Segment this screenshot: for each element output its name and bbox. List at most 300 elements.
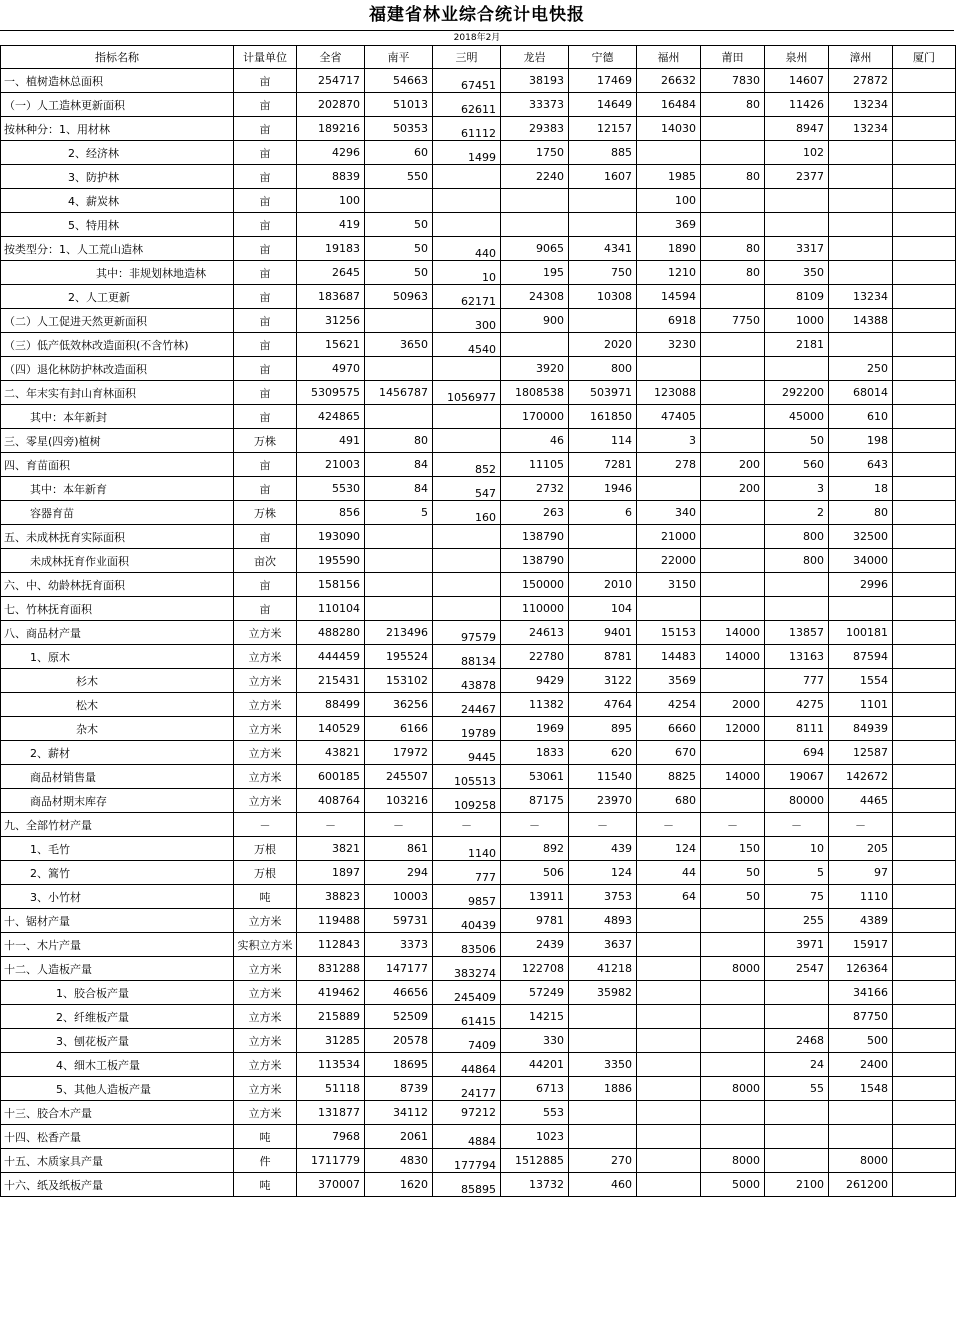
column-header[interactable]: 宁德: [569, 46, 637, 69]
data-cell[interactable]: [893, 453, 956, 477]
data-cell[interactable]: 2400: [829, 1053, 893, 1077]
data-cell[interactable]: 3230: [637, 333, 701, 357]
data-cell[interactable]: 488280: [297, 621, 365, 645]
data-cell[interactable]: 1101: [829, 693, 893, 717]
data-cell[interactable]: [893, 381, 956, 405]
data-cell[interactable]: [765, 1005, 829, 1029]
data-cell[interactable]: 119488: [297, 909, 365, 933]
data-cell[interactable]: 47405: [637, 405, 701, 429]
data-cell[interactable]: 900: [501, 309, 569, 333]
unit-cell[interactable]: 亩: [234, 333, 297, 357]
data-cell[interactable]: 800: [765, 525, 829, 549]
data-cell[interactable]: 10308: [569, 285, 637, 309]
data-cell[interactable]: 17469: [569, 69, 637, 93]
row-label[interactable]: 商品材期末库存: [1, 789, 234, 813]
data-cell[interactable]: 777: [433, 861, 501, 885]
data-cell[interactable]: 408764: [297, 789, 365, 813]
unit-cell[interactable]: 亩: [234, 189, 297, 213]
data-cell[interactable]: －: [829, 813, 893, 837]
data-cell[interactable]: 21000: [637, 525, 701, 549]
data-cell[interactable]: 1886: [569, 1077, 637, 1101]
row-label[interactable]: 十、锯材产量: [1, 909, 234, 933]
unit-cell[interactable]: 立方米: [234, 765, 297, 789]
data-cell[interactable]: 3753: [569, 885, 637, 909]
data-cell[interactable]: 43821: [297, 741, 365, 765]
data-cell[interactable]: 84939: [829, 717, 893, 741]
data-cell[interactable]: [637, 1005, 701, 1029]
row-label[interactable]: 4、细木工板产量: [1, 1053, 234, 1077]
data-cell[interactable]: [893, 573, 956, 597]
data-cell[interactable]: 1711779: [297, 1149, 365, 1173]
data-cell[interactable]: 104: [569, 597, 637, 621]
data-cell[interactable]: 22000: [637, 549, 701, 573]
data-cell[interactable]: －: [637, 813, 701, 837]
data-cell[interactable]: 34112: [365, 1101, 433, 1125]
data-cell[interactable]: 97212: [433, 1101, 501, 1125]
data-cell[interactable]: [637, 957, 701, 981]
data-cell[interactable]: 620: [569, 741, 637, 765]
unit-cell[interactable]: 亩: [234, 453, 297, 477]
data-cell[interactable]: [893, 1149, 956, 1173]
data-cell[interactable]: 547: [433, 477, 501, 501]
data-cell[interactable]: 12157: [569, 117, 637, 141]
data-cell[interactable]: 13234: [829, 285, 893, 309]
row-label[interactable]: 二、年末实有封山育林面积: [1, 381, 234, 405]
row-label[interactable]: 2、薪材: [1, 741, 234, 765]
data-cell[interactable]: 7968: [297, 1125, 365, 1149]
data-cell[interactable]: 8000: [701, 1149, 765, 1173]
data-cell[interactable]: 150000: [501, 573, 569, 597]
data-cell[interactable]: [701, 213, 765, 237]
data-cell[interactable]: [701, 1005, 765, 1029]
row-label[interactable]: 2、纤维板产量: [1, 1005, 234, 1029]
data-cell[interactable]: 13163: [765, 645, 829, 669]
data-cell[interactable]: 110104: [297, 597, 365, 621]
data-cell[interactable]: 600185: [297, 765, 365, 789]
data-cell[interactable]: 55: [765, 1077, 829, 1101]
data-cell[interactable]: －: [501, 813, 569, 837]
data-cell[interactable]: [893, 933, 956, 957]
unit-cell[interactable]: －: [234, 813, 297, 837]
data-cell[interactable]: 200: [701, 453, 765, 477]
data-cell[interactable]: 88134: [433, 645, 501, 669]
data-cell[interactable]: 87594: [829, 645, 893, 669]
data-cell[interactable]: 83506: [433, 933, 501, 957]
data-cell[interactable]: 500: [829, 1029, 893, 1053]
data-cell[interactable]: [637, 1053, 701, 1077]
data-cell[interactable]: [893, 741, 956, 765]
data-cell[interactable]: [569, 1029, 637, 1053]
data-cell[interactable]: 109258: [433, 789, 501, 813]
data-cell[interactable]: 263: [501, 501, 569, 525]
data-cell[interactable]: 3350: [569, 1053, 637, 1077]
data-cell[interactable]: 11540: [569, 765, 637, 789]
data-cell[interactable]: [829, 165, 893, 189]
data-cell[interactable]: 856: [297, 501, 365, 525]
data-cell[interactable]: 32500: [829, 525, 893, 549]
data-cell[interactable]: 124: [637, 837, 701, 861]
data-cell[interactable]: 38193: [501, 69, 569, 93]
data-cell[interactable]: 1000: [765, 309, 829, 333]
column-header[interactable]: 指标名称: [1, 46, 234, 69]
data-cell[interactable]: 13857: [765, 621, 829, 645]
unit-cell[interactable]: 立方米: [234, 1053, 297, 1077]
data-cell[interactable]: 4275: [765, 693, 829, 717]
data-cell[interactable]: 50: [365, 261, 433, 285]
data-cell[interactable]: 50353: [365, 117, 433, 141]
data-cell[interactable]: [501, 213, 569, 237]
data-cell[interactable]: [701, 1053, 765, 1077]
data-cell[interactable]: 14000: [701, 621, 765, 645]
data-cell[interactable]: 3317: [765, 237, 829, 261]
column-header[interactable]: 三明: [433, 46, 501, 69]
data-cell[interactable]: 503971: [569, 381, 637, 405]
data-cell[interactable]: [893, 141, 956, 165]
row-label[interactable]: 九、全部竹材产量: [1, 813, 234, 837]
data-cell[interactable]: 9445: [433, 741, 501, 765]
data-cell[interactable]: 5000: [701, 1173, 765, 1197]
data-cell[interactable]: [893, 813, 956, 837]
data-cell[interactable]: 2547: [765, 957, 829, 981]
data-cell[interactable]: [433, 405, 501, 429]
data-cell[interactable]: [569, 309, 637, 333]
data-cell[interactable]: [433, 213, 501, 237]
data-cell[interactable]: [765, 597, 829, 621]
data-cell[interactable]: 11105: [501, 453, 569, 477]
data-cell[interactable]: 215889: [297, 1005, 365, 1029]
data-cell[interactable]: 50: [701, 885, 765, 909]
data-cell[interactable]: [701, 333, 765, 357]
data-cell[interactable]: 200: [701, 477, 765, 501]
data-cell[interactable]: 13732: [501, 1173, 569, 1197]
data-cell[interactable]: 147177: [365, 957, 433, 981]
data-cell[interactable]: [637, 933, 701, 957]
data-cell[interactable]: 506: [501, 861, 569, 885]
data-cell[interactable]: 1897: [297, 861, 365, 885]
data-cell[interactable]: 20578: [365, 1029, 433, 1053]
data-cell[interactable]: 8111: [765, 717, 829, 741]
data-cell[interactable]: 22780: [501, 645, 569, 669]
data-cell[interactable]: [829, 333, 893, 357]
data-cell[interactable]: [365, 189, 433, 213]
data-cell[interactable]: 50: [765, 429, 829, 453]
data-cell[interactable]: 14649: [569, 93, 637, 117]
data-cell[interactable]: 80: [365, 429, 433, 453]
data-cell[interactable]: 294: [365, 861, 433, 885]
data-cell[interactable]: 340: [637, 501, 701, 525]
data-cell[interactable]: 383274: [433, 957, 501, 981]
data-cell[interactable]: 777: [765, 669, 829, 693]
data-cell[interactable]: [701, 1029, 765, 1053]
unit-cell[interactable]: 亩: [234, 117, 297, 141]
data-cell[interactable]: 9401: [569, 621, 637, 645]
data-cell[interactable]: [701, 573, 765, 597]
data-cell[interactable]: 198: [829, 429, 893, 453]
row-label[interactable]: 四、育苗面积: [1, 453, 234, 477]
data-cell[interactable]: 138790: [501, 525, 569, 549]
row-label[interactable]: 八、商品材产量: [1, 621, 234, 645]
unit-cell[interactable]: 立方米: [234, 621, 297, 645]
data-cell[interactable]: 40439: [433, 909, 501, 933]
data-cell[interactable]: －: [365, 813, 433, 837]
data-cell[interactable]: 150: [701, 837, 765, 861]
data-cell[interactable]: 97579: [433, 621, 501, 645]
data-cell[interactable]: 38823: [297, 885, 365, 909]
data-cell[interactable]: 7750: [701, 309, 765, 333]
data-cell[interactable]: 100: [637, 189, 701, 213]
unit-cell[interactable]: 实积立方米: [234, 933, 297, 957]
data-cell[interactable]: 84: [365, 453, 433, 477]
data-cell[interactable]: 43878: [433, 669, 501, 693]
data-cell[interactable]: 2439: [501, 933, 569, 957]
data-cell[interactable]: [893, 645, 956, 669]
data-cell[interactable]: 64: [637, 885, 701, 909]
data-cell[interactable]: 4296: [297, 141, 365, 165]
data-cell[interactable]: 140529: [297, 717, 365, 741]
data-cell[interactable]: [701, 1101, 765, 1125]
data-cell[interactable]: 177794: [433, 1149, 501, 1173]
data-cell[interactable]: 102: [765, 141, 829, 165]
data-cell[interactable]: [829, 1101, 893, 1125]
data-cell[interactable]: [765, 189, 829, 213]
data-cell[interactable]: [701, 117, 765, 141]
data-cell[interactable]: 100: [297, 189, 365, 213]
data-cell[interactable]: 215431: [297, 669, 365, 693]
data-cell[interactable]: 183687: [297, 285, 365, 309]
data-cell[interactable]: 1808538: [501, 381, 569, 405]
data-cell[interactable]: 254717: [297, 69, 365, 93]
data-cell[interactable]: 85895: [433, 1173, 501, 1197]
data-cell[interactable]: [701, 285, 765, 309]
data-cell[interactable]: [701, 1125, 765, 1149]
data-cell[interactable]: 3373: [365, 933, 433, 957]
data-cell[interactable]: [829, 261, 893, 285]
data-cell[interactable]: 46656: [365, 981, 433, 1005]
data-cell[interactable]: 24177: [433, 1077, 501, 1101]
data-cell[interactable]: 8000: [829, 1149, 893, 1173]
row-label[interactable]: 其中：本年新封: [1, 405, 234, 429]
data-cell[interactable]: 1512885: [501, 1149, 569, 1173]
data-cell[interactable]: 370007: [297, 1173, 365, 1197]
data-cell[interactable]: 205: [829, 837, 893, 861]
data-cell[interactable]: [701, 933, 765, 957]
data-cell[interactable]: 105513: [433, 765, 501, 789]
unit-cell[interactable]: 亩: [234, 357, 297, 381]
data-cell[interactable]: 2468: [765, 1029, 829, 1053]
data-cell[interactable]: [829, 189, 893, 213]
data-cell[interactable]: [893, 333, 956, 357]
data-cell[interactable]: 75: [765, 885, 829, 909]
data-cell[interactable]: [637, 1029, 701, 1053]
data-cell[interactable]: [893, 765, 956, 789]
data-cell[interactable]: 14388: [829, 309, 893, 333]
data-cell[interactable]: 34000: [829, 549, 893, 573]
data-cell[interactable]: [637, 1173, 701, 1197]
data-cell[interactable]: [893, 789, 956, 813]
unit-cell[interactable]: 吨: [234, 885, 297, 909]
unit-cell[interactable]: 吨: [234, 1125, 297, 1149]
row-label[interactable]: 七、竹林抚育面积: [1, 597, 234, 621]
data-cell[interactable]: [765, 1101, 829, 1125]
data-cell[interactable]: 4970: [297, 357, 365, 381]
data-cell[interactable]: 3: [637, 429, 701, 453]
data-cell[interactable]: [893, 429, 956, 453]
data-cell[interactable]: 44201: [501, 1053, 569, 1077]
unit-cell[interactable]: 立方米: [234, 909, 297, 933]
row-label[interactable]: 六、中、幼龄林抚育面积: [1, 573, 234, 597]
data-cell[interactable]: [365, 357, 433, 381]
data-cell[interactable]: 24613: [501, 621, 569, 645]
data-cell[interactable]: 4341: [569, 237, 637, 261]
data-cell[interactable]: 831288: [297, 957, 365, 981]
data-cell[interactable]: 113534: [297, 1053, 365, 1077]
data-cell[interactable]: [893, 285, 956, 309]
data-cell[interactable]: 270: [569, 1149, 637, 1173]
data-cell[interactable]: 800: [569, 357, 637, 381]
data-cell[interactable]: 80: [701, 261, 765, 285]
data-cell[interactable]: 14594: [637, 285, 701, 309]
data-cell[interactable]: [893, 597, 956, 621]
row-label[interactable]: 5、特用林: [1, 213, 234, 237]
data-cell[interactable]: [893, 837, 956, 861]
unit-cell[interactable]: 亩: [234, 237, 297, 261]
data-cell[interactable]: [893, 1029, 956, 1053]
data-cell[interactable]: 68014: [829, 381, 893, 405]
data-cell[interactable]: 255: [765, 909, 829, 933]
data-cell[interactable]: 7409: [433, 1029, 501, 1053]
data-cell[interactable]: [893, 189, 956, 213]
data-cell[interactable]: 195524: [365, 645, 433, 669]
data-cell[interactable]: 8000: [701, 1077, 765, 1101]
data-cell[interactable]: [701, 789, 765, 813]
data-cell[interactable]: 1890: [637, 237, 701, 261]
data-cell[interactable]: 261200: [829, 1173, 893, 1197]
unit-cell[interactable]: 立方米: [234, 957, 297, 981]
data-cell[interactable]: 694: [765, 741, 829, 765]
data-cell[interactable]: [893, 861, 956, 885]
data-cell[interactable]: 8000: [701, 957, 765, 981]
row-label[interactable]: 十二、人造板产量: [1, 957, 234, 981]
data-cell[interactable]: 424865: [297, 405, 365, 429]
row-label[interactable]: 容器育苗: [1, 501, 234, 525]
data-cell[interactable]: [365, 597, 433, 621]
row-label[interactable]: 五、未成林抚育实际面积: [1, 525, 234, 549]
data-cell[interactable]: 44: [637, 861, 701, 885]
unit-cell[interactable]: 立方米: [234, 1005, 297, 1029]
data-cell[interactable]: 1607: [569, 165, 637, 189]
data-cell[interactable]: 14215: [501, 1005, 569, 1029]
data-cell[interactable]: 245409: [433, 981, 501, 1005]
row-label[interactable]: 按类型分：1、人工荒山造林: [1, 237, 234, 261]
data-cell[interactable]: 800: [765, 549, 829, 573]
unit-cell[interactable]: 立方米: [234, 1077, 297, 1101]
data-cell[interactable]: [765, 981, 829, 1005]
unit-cell[interactable]: 立方米: [234, 717, 297, 741]
data-cell[interactable]: 6713: [501, 1077, 569, 1101]
data-cell[interactable]: 8839: [297, 165, 365, 189]
data-cell[interactable]: 46: [501, 429, 569, 453]
data-cell[interactable]: －: [297, 813, 365, 837]
data-cell[interactable]: [765, 213, 829, 237]
unit-cell[interactable]: 亩: [234, 573, 297, 597]
data-cell[interactable]: [893, 549, 956, 573]
data-cell[interactable]: 15917: [829, 933, 893, 957]
data-cell[interactable]: 278: [637, 453, 701, 477]
data-cell[interactable]: 6660: [637, 717, 701, 741]
unit-cell[interactable]: 立方米: [234, 1029, 297, 1053]
data-cell[interactable]: [893, 237, 956, 261]
data-cell[interactable]: 852: [433, 453, 501, 477]
data-cell[interactable]: 12587: [829, 741, 893, 765]
data-cell[interactable]: 103216: [365, 789, 433, 813]
data-cell[interactable]: [365, 405, 433, 429]
data-cell[interactable]: 8825: [637, 765, 701, 789]
column-header[interactable]: 漳州: [829, 46, 893, 69]
data-cell[interactable]: 80: [829, 501, 893, 525]
row-label[interactable]: 2、人工更新: [1, 285, 234, 309]
row-label[interactable]: 3、小竹材: [1, 885, 234, 909]
data-cell[interactable]: 4893: [569, 909, 637, 933]
data-cell[interactable]: [637, 597, 701, 621]
data-cell[interactable]: 100181: [829, 621, 893, 645]
data-cell[interactable]: 2000: [701, 693, 765, 717]
unit-cell[interactable]: 立方米: [234, 981, 297, 1005]
data-cell[interactable]: 112843: [297, 933, 365, 957]
unit-cell[interactable]: 万株: [234, 429, 297, 453]
unit-cell[interactable]: 亩: [234, 525, 297, 549]
unit-cell[interactable]: 立方米: [234, 693, 297, 717]
data-cell[interactable]: 18: [829, 477, 893, 501]
data-cell[interactable]: [893, 621, 956, 645]
data-cell[interactable]: 23970: [569, 789, 637, 813]
data-cell[interactable]: [701, 381, 765, 405]
data-cell[interactable]: [701, 597, 765, 621]
data-cell[interactable]: 14483: [637, 645, 701, 669]
data-cell[interactable]: [893, 357, 956, 381]
data-cell[interactable]: 892: [501, 837, 569, 861]
unit-cell[interactable]: 亩: [234, 405, 297, 429]
data-cell[interactable]: [569, 189, 637, 213]
data-cell[interactable]: [433, 357, 501, 381]
data-cell[interactable]: [433, 573, 501, 597]
data-cell[interactable]: 3637: [569, 933, 637, 957]
data-cell[interactable]: [501, 333, 569, 357]
data-cell[interactable]: [893, 885, 956, 909]
data-cell[interactable]: 1985: [637, 165, 701, 189]
data-cell[interactable]: [829, 1125, 893, 1149]
unit-cell[interactable]: 万根: [234, 837, 297, 861]
column-header[interactable]: 福州: [637, 46, 701, 69]
data-cell[interactable]: 5: [765, 861, 829, 885]
data-cell[interactable]: [893, 525, 956, 549]
data-cell[interactable]: 34166: [829, 981, 893, 1005]
data-cell[interactable]: [637, 1149, 701, 1173]
data-cell[interactable]: 3150: [637, 573, 701, 597]
data-cell[interactable]: 750: [569, 261, 637, 285]
data-cell[interactable]: 3920: [501, 357, 569, 381]
data-cell[interactable]: 1056977: [433, 381, 501, 405]
data-cell[interactable]: 122708: [501, 957, 569, 981]
data-cell[interactable]: 3821: [297, 837, 365, 861]
data-cell[interactable]: 1969: [501, 717, 569, 741]
data-cell[interactable]: [765, 1149, 829, 1173]
row-label[interactable]: 4、薪炭林: [1, 189, 234, 213]
data-cell[interactable]: 87750: [829, 1005, 893, 1029]
data-cell[interactable]: [701, 909, 765, 933]
data-cell[interactable]: 3971: [765, 933, 829, 957]
data-cell[interactable]: 8739: [365, 1077, 433, 1101]
row-label[interactable]: 十四、松香产量: [1, 1125, 234, 1149]
